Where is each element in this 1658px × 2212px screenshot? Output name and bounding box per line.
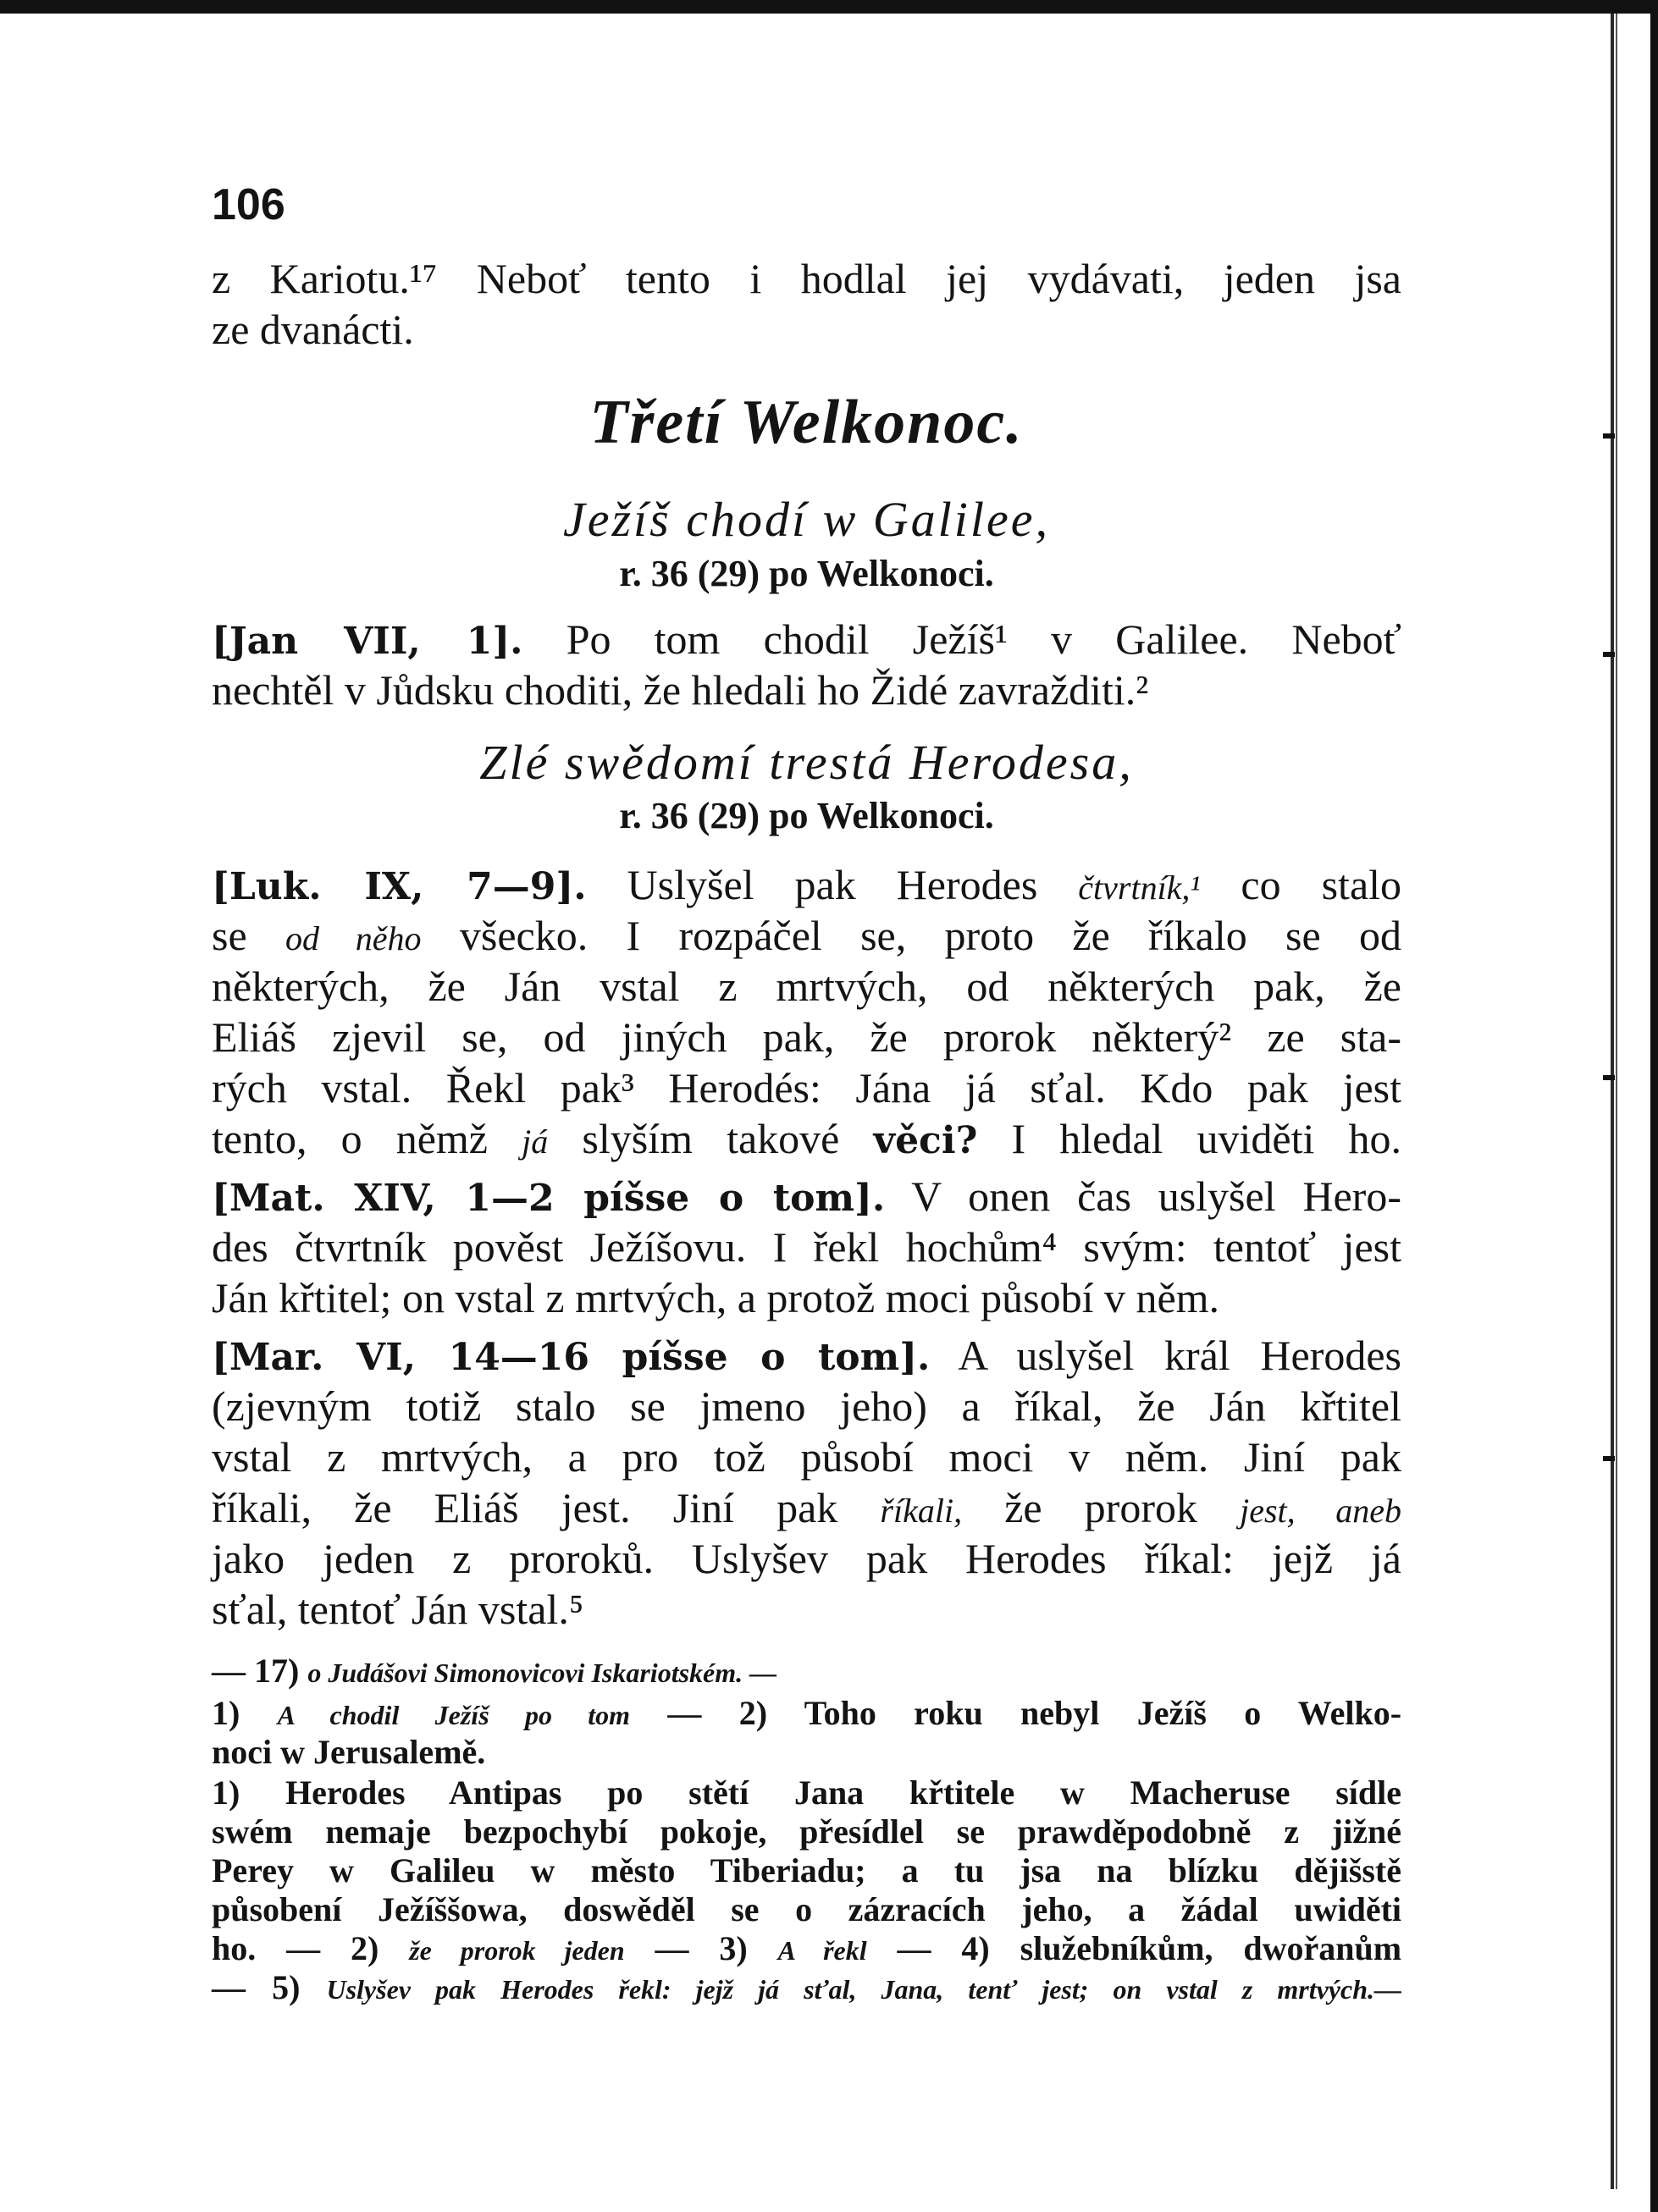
footnote-line	[212, 1929, 1402, 1967]
footnote-marker: 1)	[212, 1694, 240, 1732]
text-line: ze dvanácti.	[212, 306, 414, 353]
text-line	[212, 914, 1401, 957]
scripture-reference: [Jan VII, 1].	[212, 620, 523, 663]
italic-span: že prorok jeden	[409, 1935, 625, 1966]
text-line: jako jeden z proroků. Uslyšev pak Herodes říkal: jejž já	[212, 1535, 1401, 1582]
text-line: sťal, tentoť Ján vstal.⁵	[212, 1586, 584, 1633]
text-line	[212, 1117, 1401, 1160]
section-subtitle: Ježíš chodí w Galilee,	[562, 492, 1050, 547]
text-line: Ján křtitel; on vstal z mrtvých, a protož moci působí v něm.	[212, 1274, 1220, 1321]
text-line: z Kariotu.¹⁷ Neboť tento i hodlal jej vydávati, jeden jsa	[212, 255, 1401, 302]
text-span: — 2) Toho roku nebyl Ježíš o Welko-	[667, 1694, 1402, 1732]
italic-span: A řekl	[777, 1935, 867, 1966]
footnote-line: swém nemaje bezpochybí pokoje, přesídlel se prawděpodobně z jižné	[212, 1812, 1401, 1851]
footnote-line: Perey w Galileu w město Tiberiadu; a tu jsa na blízku dějišstě	[212, 1851, 1401, 1889]
text-line: (zjevným totiž stalo se jmeno jeho) a říkal, že Ján křtitel	[212, 1382, 1401, 1430]
text-line: některých, že Ján vstal z mrtvých, od některých pak, že	[212, 963, 1401, 1010]
italic-span: čtvrtník,¹	[1078, 869, 1201, 907]
text-span: V onen čas uslyšel Hero-	[911, 1172, 1401, 1220]
italic-span: říkali,	[880, 1492, 963, 1530]
text-span: I hledal uviděti ho.	[1011, 1115, 1402, 1162]
text-span: tento, o němž	[212, 1115, 488, 1162]
text-span: — 4) služebníkům, dwořanům	[897, 1929, 1402, 1967]
text-span: říkali, že Eliáš jest. Jiní pak	[212, 1484, 838, 1531]
text-span: že prorok	[1004, 1484, 1197, 1531]
footnote-line: 1) Herodes Antipas po stětí Jana křtitele w Macheruse sídle	[212, 1773, 1401, 1812]
page-number: 106	[212, 180, 285, 229]
footnote-line: noci w Jerusalemě.	[212, 1733, 486, 1771]
text-span: — 3)	[655, 1929, 748, 1967]
scripture-reference: [Mar. VI, 14—16 píšse o tom].	[212, 1336, 931, 1379]
text-line	[212, 615, 1402, 663]
text-span: se	[212, 912, 247, 959]
text-span: všecko. I rozpáčel se, proto že říkalo se od	[459, 912, 1401, 959]
footnote-line	[212, 1654, 1401, 1688]
italic-span: o Judášovi Simonovicovi Iskariotském. —	[307, 1658, 777, 1688]
italic-span: od něho	[285, 919, 422, 957]
footnote-marker: — 17)	[212, 1652, 300, 1690]
text-line: rých vstal. Řekl pak³ Herodés: Jána já sťal. Kdo pak jest	[212, 1064, 1401, 1112]
text-span: Po tom chodil Ježíš¹ v Galilee. Neboť	[566, 615, 1402, 663]
italic-span: já	[522, 1123, 549, 1161]
text-line	[212, 1332, 1401, 1379]
gothic-span: věci?	[873, 1119, 978, 1162]
section-date: r. 36 (29) po Welkonoci.	[619, 795, 994, 836]
text-span: A uslyšel král Herodes	[958, 1332, 1401, 1379]
text-line	[212, 1172, 1401, 1220]
text-line	[212, 1484, 1402, 1531]
text-line: Eliáš zjevil se, od jiných pak, že prorok některý² ze sta-	[212, 1013, 1401, 1061]
text-span: Uslyšel pak Herodes	[627, 861, 1038, 908]
footnote-line	[212, 1696, 1401, 1730]
text-line: des čtvrtník pověst Ježíšovu. I řekl hochům⁴ svým: tentoť jest	[212, 1223, 1401, 1271]
text-span: slyším takové	[582, 1115, 840, 1162]
section-date: r. 36 (29) po Welkonoci.	[619, 553, 994, 594]
section-subtitle: Zlé swědomí trestá Herodesa,	[479, 735, 1134, 790]
italic-span: Uslyšev pak Herodes řekl: jejž já sťal, Jana, tenť jest; on vstal z mrtvých.—	[326, 1974, 1402, 2005]
scripture-reference: [Luk. IX, 7—9].	[212, 865, 587, 908]
text-line: nechtěl v Jůdsku choditi, že hledali ho Židé zavražditi.²	[212, 666, 1149, 714]
scripture-reference: [Mat. XIV, 1—2 píšse o tom].	[212, 1177, 886, 1220]
text-span: ho. — 2)	[212, 1929, 379, 1967]
italic-span: A chodil Ježíš po tom	[277, 1700, 631, 1730]
footnote-line: působení Ježíššowa, doswěděl se o zázracích jeho, a žádal uwiděti	[212, 1890, 1401, 1928]
footnote-line	[212, 1968, 1402, 2006]
text-line	[212, 863, 1401, 906]
italic-span: jest, aneb	[1240, 1492, 1402, 1530]
text-line: vstal z mrtvých, a pro tož působí moci v něm. Jiní pak	[212, 1433, 1401, 1481]
section-title: Třetí Welkonoc.	[589, 388, 1024, 457]
text-span: co stalo	[1241, 861, 1402, 908]
footnote-marker: — 5)	[212, 1968, 301, 2006]
